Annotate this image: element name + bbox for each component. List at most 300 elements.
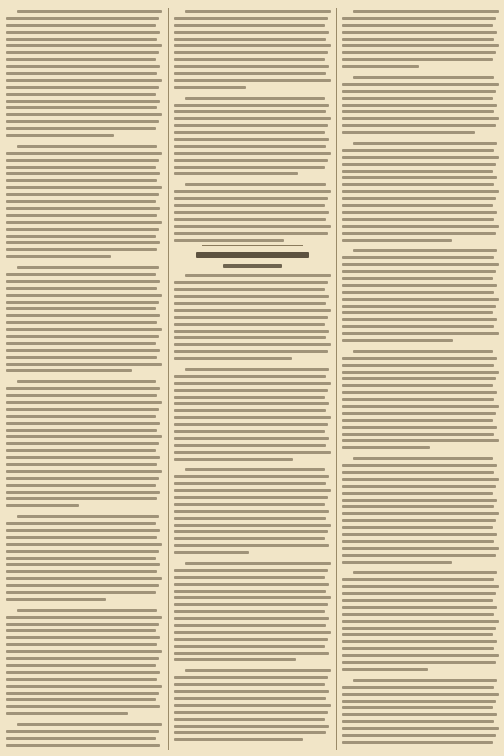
text-line (353, 679, 497, 682)
text-line (6, 58, 156, 61)
text-line (174, 718, 325, 721)
text-line (6, 166, 156, 169)
text-line (6, 504, 79, 507)
text-line (17, 10, 162, 13)
text-line (342, 291, 494, 294)
text-line (6, 369, 132, 372)
section-heading (196, 252, 309, 258)
text-line (6, 255, 111, 258)
text-line (174, 190, 331, 193)
text-line (342, 104, 497, 107)
text-line (6, 692, 159, 695)
text-line (6, 314, 160, 317)
text-line (6, 280, 160, 283)
text-line (6, 550, 159, 553)
text-line (342, 505, 494, 508)
text-line (342, 485, 496, 488)
text-line (342, 512, 499, 515)
text-line (174, 211, 329, 214)
text-line (174, 610, 325, 613)
text-line (174, 517, 326, 520)
text-line (185, 97, 325, 100)
text-line (342, 197, 496, 200)
text-line (174, 731, 326, 734)
text-line (17, 515, 159, 518)
text-line (6, 86, 159, 89)
text-line (342, 65, 419, 68)
paragraph-gap (174, 745, 331, 748)
text-line (6, 484, 156, 487)
text-line (6, 159, 159, 162)
text-line (6, 93, 156, 96)
text-line (6, 394, 157, 397)
text-line (174, 697, 326, 700)
text-line (342, 533, 497, 536)
text-line (342, 661, 496, 664)
text-line (174, 58, 325, 61)
text-line (6, 294, 162, 297)
column-rule (168, 8, 169, 750)
text-line (174, 110, 326, 113)
text-line (6, 65, 160, 68)
text-line (174, 44, 331, 47)
text-line (342, 305, 496, 308)
text-line (342, 124, 496, 127)
text-line (174, 544, 329, 547)
text-line (174, 239, 284, 242)
text-line (174, 117, 331, 120)
text-line (342, 654, 499, 657)
text-line (174, 51, 328, 54)
text-line (174, 683, 325, 686)
text-line (6, 363, 162, 366)
text-line (342, 183, 494, 186)
text-line (6, 591, 156, 594)
text-line (17, 609, 157, 612)
text-line (6, 712, 128, 715)
text-line (174, 475, 329, 478)
text-line (174, 343, 331, 346)
text-line (174, 375, 326, 378)
text-line (342, 720, 494, 723)
text-line (6, 51, 159, 54)
text-line (174, 711, 328, 714)
text-line (174, 489, 331, 492)
text-line (342, 156, 499, 159)
text-line (6, 557, 156, 560)
text-line (6, 38, 157, 41)
text-line (342, 620, 499, 623)
text-line (6, 678, 157, 681)
text-line (174, 86, 246, 89)
text-line (342, 700, 496, 703)
text-line (174, 316, 328, 319)
text-line (342, 478, 499, 481)
text-line (174, 336, 326, 339)
text-line (6, 650, 162, 653)
text-line (6, 24, 156, 27)
text-line (174, 738, 303, 741)
column-rule (336, 8, 337, 750)
text-line (342, 492, 493, 495)
text-line (342, 693, 499, 696)
text-line (6, 100, 160, 103)
text-line (174, 510, 329, 513)
text-line (174, 496, 328, 499)
text-line (342, 284, 497, 287)
text-line (6, 328, 162, 331)
text-line (342, 277, 493, 280)
text-line (17, 723, 162, 726)
text-line (342, 149, 494, 152)
text-line (174, 437, 329, 440)
text-line (17, 380, 156, 383)
text-line (6, 72, 157, 75)
text-line (6, 17, 159, 20)
text-line (342, 713, 497, 716)
text-line (342, 131, 475, 134)
text-line (174, 295, 329, 298)
text-line (174, 302, 326, 305)
text-line (342, 471, 494, 474)
text-line (6, 657, 159, 660)
text-line (342, 204, 493, 207)
text-line (174, 423, 328, 426)
text-line (6, 134, 114, 137)
text-line (342, 97, 493, 100)
text-line (6, 200, 156, 203)
text-line (342, 270, 496, 273)
column-1 (6, 10, 162, 748)
column-3-text (342, 10, 499, 748)
text-line (6, 491, 160, 494)
text-line (6, 584, 159, 587)
text-line (6, 470, 162, 473)
text-line (174, 152, 331, 155)
text-line (342, 686, 494, 689)
text-line (6, 408, 159, 411)
text-line (174, 524, 331, 527)
text-line (342, 734, 496, 737)
text-line (6, 456, 160, 459)
text-line (342, 419, 493, 422)
text-line (174, 551, 249, 554)
text-line (342, 398, 494, 401)
text-line (342, 44, 499, 47)
text-line (353, 571, 497, 574)
text-line (342, 325, 494, 328)
text-line (6, 248, 157, 251)
text-line (174, 690, 329, 693)
text-line (174, 596, 331, 599)
text-line (342, 31, 497, 34)
text-line (185, 368, 329, 371)
text-line (174, 389, 328, 392)
text-line (185, 562, 331, 565)
text-line (17, 266, 159, 269)
text-line (342, 38, 494, 41)
text-line (342, 24, 493, 27)
text-line (174, 617, 329, 620)
text-line (6, 44, 162, 47)
text-line (6, 172, 160, 175)
text-line (342, 668, 428, 671)
text-line (174, 603, 328, 606)
text-line (342, 599, 493, 602)
text-line (6, 737, 156, 740)
text-line (6, 106, 157, 109)
section-rule (202, 245, 303, 246)
text-line (174, 503, 325, 506)
text-line (342, 526, 493, 529)
text-line (342, 357, 497, 360)
text-line (342, 585, 499, 588)
text-line (342, 163, 496, 166)
text-line (6, 629, 156, 632)
text-line (6, 698, 156, 701)
text-line (174, 624, 326, 627)
column-2-top-text (174, 10, 331, 242)
text-line (17, 145, 157, 148)
text-line (6, 442, 159, 445)
text-line (174, 104, 329, 107)
text-line (174, 583, 329, 586)
text-line (6, 127, 156, 130)
text-line (174, 145, 326, 148)
text-line (6, 273, 156, 276)
text-line (342, 318, 497, 321)
text-line (342, 592, 496, 595)
text-line (6, 636, 160, 639)
text-line (174, 357, 292, 360)
text-line (6, 685, 162, 688)
text-line (174, 204, 325, 207)
text-line (174, 138, 329, 141)
text-line (6, 186, 162, 189)
text-line (342, 17, 496, 20)
text-line (185, 10, 331, 13)
text-line (6, 477, 159, 480)
text-line (342, 239, 452, 242)
text-line (342, 51, 496, 54)
text-line (6, 435, 162, 438)
text-line (6, 287, 157, 290)
text-line (342, 647, 494, 650)
text-line (174, 590, 326, 593)
text-line (342, 412, 496, 415)
text-line (342, 439, 499, 442)
text-line (174, 444, 326, 447)
text-line (342, 540, 494, 543)
text-line (353, 10, 499, 13)
text-line (174, 72, 326, 75)
text-line (342, 741, 493, 744)
text-line (6, 342, 156, 345)
text-line (174, 172, 298, 175)
column-2-section-text (174, 274, 331, 748)
text-line (174, 537, 325, 540)
text-line (342, 190, 499, 193)
text-line (174, 232, 328, 235)
text-line (6, 449, 156, 452)
text-line (342, 117, 499, 120)
text-line (174, 631, 331, 634)
text-line (342, 225, 499, 228)
text-line (342, 364, 494, 367)
text-line (6, 415, 156, 418)
text-line (174, 645, 325, 648)
text-line (6, 79, 162, 82)
text-line (342, 298, 499, 301)
text-line (174, 197, 328, 200)
text-line (174, 65, 329, 68)
text-line (174, 451, 331, 454)
text-line (342, 706, 493, 709)
text-line (342, 446, 430, 449)
column-1-text (6, 10, 162, 748)
text-line (6, 221, 162, 224)
text-line (342, 727, 499, 730)
text-line (6, 643, 157, 646)
column-2 (174, 10, 331, 748)
text-line (174, 17, 328, 20)
text-line (174, 676, 328, 679)
text-line (6, 113, 162, 116)
text-line (174, 309, 331, 312)
text-line (353, 76, 494, 79)
text-line (174, 396, 325, 399)
text-line (6, 463, 157, 466)
text-line (174, 409, 326, 412)
text-line (342, 90, 496, 93)
text-line (342, 613, 494, 616)
text-line (174, 430, 325, 433)
text-line (6, 387, 160, 390)
text-line (342, 391, 497, 394)
text-line (174, 350, 328, 353)
text-line (342, 627, 496, 630)
text-line (174, 79, 331, 82)
text-line (6, 522, 156, 525)
text-line (6, 321, 157, 324)
text-line (6, 31, 160, 34)
text-line (6, 152, 162, 155)
text-line (6, 120, 159, 123)
text-line (6, 563, 160, 566)
text-line (174, 24, 325, 27)
text-line (6, 349, 160, 352)
text-line (342, 554, 496, 557)
text-line (342, 640, 497, 643)
text-line (6, 744, 160, 747)
text-line (174, 131, 325, 134)
text-line (342, 256, 494, 259)
text-line (6, 616, 162, 619)
text-line (174, 159, 328, 162)
text-line (174, 576, 325, 579)
text-line (342, 561, 452, 564)
text-line (174, 458, 293, 461)
text-line (174, 482, 326, 485)
text-line (353, 350, 493, 353)
text-line (342, 332, 499, 335)
text-line (342, 110, 494, 113)
text-line (353, 457, 493, 460)
text-line (342, 384, 493, 387)
text-line (342, 371, 499, 374)
text-line (342, 58, 493, 61)
text-line (6, 570, 157, 573)
text-line (174, 704, 331, 707)
text-line (342, 426, 497, 429)
text-line (6, 497, 157, 500)
text-line (174, 330, 329, 333)
text-line (6, 356, 157, 359)
text-line (6, 401, 162, 404)
text-line (185, 183, 326, 186)
text-line (342, 176, 497, 179)
text-line (6, 193, 159, 196)
text-line (174, 530, 328, 533)
text-line (185, 468, 325, 471)
text-line (342, 433, 494, 436)
text-line (342, 218, 494, 221)
text-line (185, 274, 331, 277)
text-line (342, 606, 497, 609)
text-line (342, 232, 496, 235)
text-line (6, 598, 106, 601)
text-line (174, 31, 329, 34)
text-line (174, 218, 326, 221)
text-line (342, 547, 499, 550)
text-line (342, 633, 493, 636)
text-line (342, 263, 499, 266)
text-line (342, 170, 493, 173)
text-line (185, 669, 331, 672)
text-line (174, 652, 329, 655)
text-line (174, 124, 328, 127)
text-line (174, 658, 296, 661)
text-line (342, 499, 497, 502)
text-line (6, 301, 159, 304)
text-line (342, 211, 497, 214)
text-line (353, 142, 497, 145)
text-line (174, 569, 328, 572)
text-line (174, 416, 331, 419)
text-line (342, 377, 496, 380)
text-line (174, 725, 329, 728)
text-line (6, 241, 160, 244)
text-line (6, 228, 159, 231)
text-line (6, 671, 160, 674)
text-line (6, 705, 160, 708)
text-line (6, 214, 157, 217)
text-line (6, 730, 159, 733)
text-line (6, 577, 162, 580)
text-line (174, 38, 326, 41)
text-line (6, 207, 160, 210)
text-line (353, 249, 497, 252)
dateline (223, 264, 283, 268)
text-line (6, 335, 159, 338)
text-line (174, 281, 328, 284)
text-line (174, 382, 331, 385)
text-line (174, 638, 328, 641)
text-line (6, 422, 160, 425)
text-line (342, 578, 494, 581)
text-line (174, 166, 325, 169)
text-line (174, 288, 325, 291)
